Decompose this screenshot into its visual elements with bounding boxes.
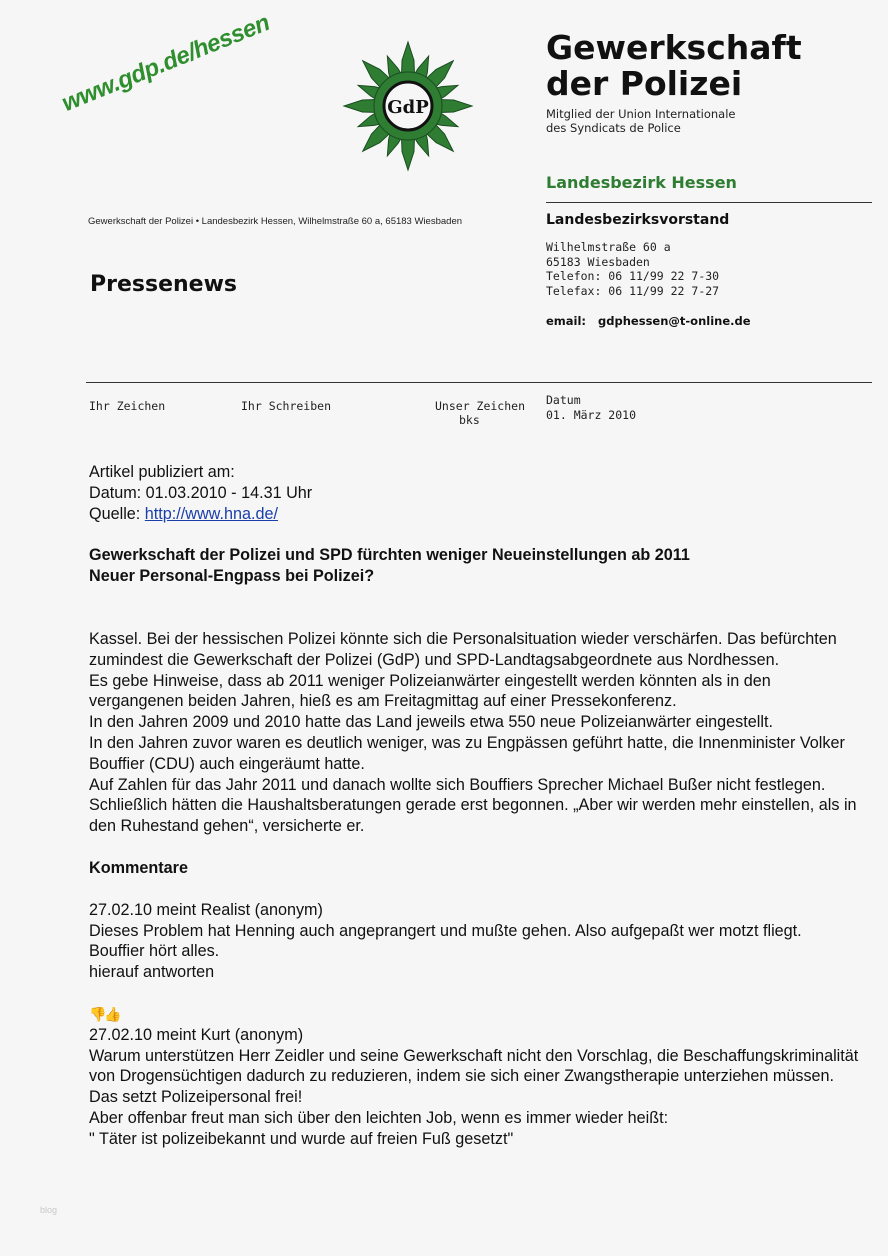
- source-link[interactable]: http://www.hna.de/: [144, 504, 278, 523]
- district-name: Landesbezirk Hessen: [546, 173, 737, 192]
- ref-unser-zeichen: Unser Zeichen: [435, 399, 526, 413]
- gdp-hessen-url-stamp: www.gdp.de/hessen: [58, 9, 274, 118]
- org-title-line2: der Polizei: [546, 64, 743, 103]
- board-email[interactable]: email: gdphessen@t-online.de: [546, 314, 751, 328]
- board-phone: Telefon: 06 11/99 22 7-30: [546, 269, 720, 283]
- ref-datum-value: 01. März 2010: [546, 408, 637, 422]
- board-address: [546, 240, 719, 298]
- headline-primary: Gewerkschaft der Polizei und SPD fürchten weniger Neueinstellungen ab 2011: [89, 546, 690, 565]
- ref-ihr-zeichen: Ihr Zeichen: [89, 399, 166, 413]
- article-paragraph: Es gebe Hinweise, dass ab 2011 weniger Polizeianwärter eingestellt werden könnten als in den vergangenen beiden Jahren, hieß es am Freitagmittag auf einer Pressekonferenz.: [89, 671, 771, 711]
- org-membership-line1: Mitglied der Union Internationale: [546, 107, 736, 121]
- header-divider: [546, 202, 872, 203]
- gdp-star-emblem: [340, 26, 476, 190]
- article: [89, 462, 859, 1150]
- org-title: [546, 30, 802, 102]
- org-membership-line2: des Syndicats de Police: [546, 121, 681, 135]
- board-city: 65183 Wiesbaden: [546, 254, 650, 269]
- sender-address-line: Gewerkschaft der Polizei • Landesbezirk Hessen, Wilhelmstraße 60 a, 65183 Wiesbaden: [88, 216, 463, 227]
- blog-watermark: blog: [40, 1205, 58, 1215]
- comment-meta: 27.02.10 meint Kurt (anonym): [89, 1025, 304, 1044]
- headline-secondary: Neuer Personal-Engpass bei Polizei?: [89, 567, 375, 586]
- org-membership: [546, 107, 735, 135]
- article-paragraph: Kassel. Bei der hessischen Polizei könnte sich die Personalsituation wieder verschärfen. Das befürchten zumindest die Gewerkschaft der Polizei (GdP) und SPD-Landtagsabgeordnete aus Nordhessen.: [89, 629, 837, 669]
- comment-text: Warum unterstützen Herr Zeidler und seine Gewerkschaft nicht den Vorschlag, die Beschaffungskriminalität von Drogensüchtigen dadurch zu reduzieren, indem sie sich einer Zwangstherapie unterziehen müssen. Das setzt Polizeipersonal frei!: [89, 1046, 859, 1107]
- reference-divider: [86, 382, 872, 383]
- comment-meta: 27.02.10 meint Realist (anonym): [89, 900, 323, 919]
- comment-text: " Täter ist polizeibekannt und wurde auf freien Fuß gesetzt": [89, 1129, 514, 1148]
- comment-text: Dieses Problem hat Henning auch angeprangert und mußte gehen. Also aufgepaßt wer motzt fliegt. Bouffier hört alles.: [89, 921, 802, 961]
- reply-link[interactable]: hierauf antworten: [89, 963, 215, 982]
- published-date: Datum: 01.03.2010 - 14.31 Uhr: [89, 483, 313, 502]
- board-fax: Telefax: 06 11/99 22 7-27: [546, 283, 720, 298]
- thumbs-vote-icons[interactable]: 👎👍: [89, 1005, 120, 1022]
- ref-ihr-schreiben: Ihr Schreiben: [241, 399, 332, 413]
- source-label: Quelle:: [89, 504, 145, 523]
- article-paragraph: In den Jahren 2009 und 2010 hatte das Land jeweils etwa 550 neue Polizeianwärter eingestellt.: [89, 713, 773, 732]
- board-street: Wilhelmstraße 60 a: [546, 240, 671, 254]
- document-type-title: Pressenews: [90, 272, 238, 297]
- article-paragraph: Auf Zahlen für das Jahr 2011 und danach wollte sich Bouffiers Sprecher Michael Bußer nicht festlegen. Schließlich hätten die Haushaltsberatungen gerade erst begonnen. „Aber wir werden mehr einstellen, als in den Ruhestand gehen“, versicherte er.: [89, 775, 857, 836]
- gdp-monogram: GdP: [387, 97, 429, 118]
- ref-datum-label: Datum: [546, 393, 581, 407]
- board-title: Landesbezirksvorstand: [546, 212, 730, 228]
- org-title-line1: Gewerkschaft: [546, 28, 802, 67]
- source-line: [89, 504, 859, 525]
- ref-unser-zeichen-value: bks: [459, 413, 480, 427]
- comment-text: Aber offenbar freut man sich über den leichten Job, wenn es immer wieder heißt:: [89, 1108, 669, 1127]
- article-paragraph: In den Jahren zuvor waren es deutlich weniger, was zu Engpässen geführt hatte, die Innenminister Volker Bouffier (CDU) auch eingeräumt hatte.: [89, 733, 845, 773]
- comments-heading: Kommentare: [89, 858, 188, 877]
- published-label: Artikel publiziert am:: [89, 463, 235, 481]
